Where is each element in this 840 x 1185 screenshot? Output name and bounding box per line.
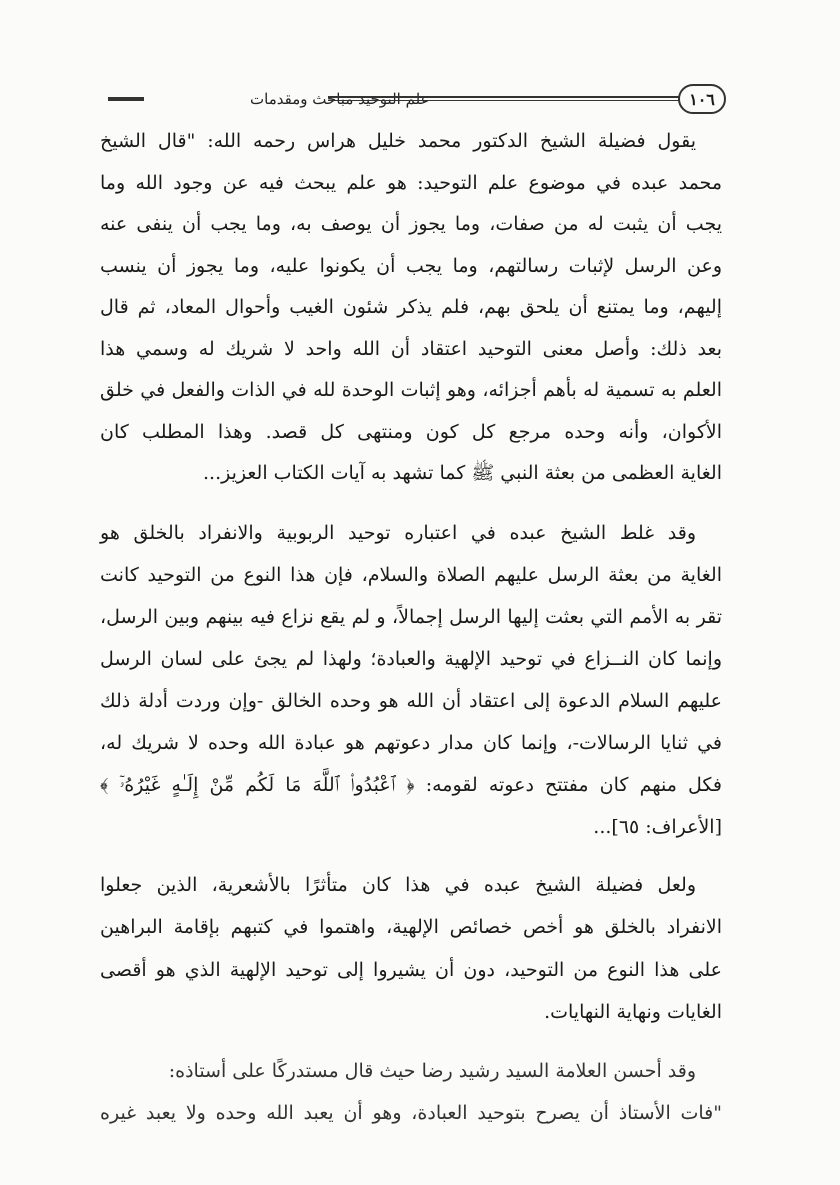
text-line: إليهم، وما يمتنع أن يلحق بهم، فلم يذكر شئون الغيب وأحوال المعاد، ثم قال — [100, 296, 722, 318]
text-line: تقر به الأمم التي بعثت إليها الرسل إجمالاً، و لم يقع نزاع فيه بينهم وبين الرسل، — [100, 605, 722, 628]
running-header-title: علم التوحيد مباحث ومقدمات — [250, 90, 430, 108]
text-line: الأكوان، وأنه وحده مرجع كل كون ومنتهى كل قصد. وهذا المطلب كان — [100, 420, 722, 443]
running-header — [100, 84, 728, 118]
text-line: بعد ذلك: وأصل معنى التوحيد اعتقاد أن الله واحد لا شريك له وسمي هذا — [100, 337, 722, 360]
text-line: عليهم السلام الدعوة إلى اعتقاد أن الله هو وحده الخالق -وإن وردت أدلة ذلك — [100, 689, 722, 712]
text-line: يجب أن يثبت له من صفات، وما يجوز أن يوصف به، وما يجب أن ينفى عنه — [100, 213, 722, 235]
page-number: ١٠٦ — [678, 84, 726, 114]
text-line: ولعل فضيلة الشيخ عبده في هذا كان متأثرًا بالأشعرية، الذين جعلوا — [100, 873, 696, 896]
text-line: وعن الرسل لإثبات رسالتهم، وما يجب أن يكونوا عليه، وما يجوز أن ينسب — [100, 254, 722, 277]
paragraph-1 — [100, 126, 722, 500]
text-line: على هذا النوع من التوحيد، دون أن يشيروا إلى توحيد الإلهية الذي هو أقصى — [100, 958, 722, 981]
text-line: "فات الأستاذ أن يصرح بتوحيد العبادة، وهو أن يعبد الله وحده ولا يعبد غيره — [100, 1101, 722, 1124]
text-line: الغاية من بعثة الرسل عليهم الصلاة والسلام، فإن هذا النوع من التوحيد كانت — [100, 563, 722, 586]
paragraph-4 — [100, 1056, 722, 1140]
quran-verse-line: فكل منهم كان مفتتح دعوته لقومه: ﴿ ٱعْبُدُوا۟ ٱللَّهَ مَا لَكُم مِّنْ إِلَـٰهٍ غَيْرُهُۥٓ ﴾ — [100, 773, 722, 796]
header-rule — [328, 96, 680, 101]
text-line: في ثنايا الرسالات-، وإنما كان مدار دعوتهم هو عبادة الله وحده لا شريك له، — [100, 731, 722, 754]
text-line: محمد عبده في موضوع علم التوحيد: هو علم يبحث فيه عن وجود الله وما — [100, 171, 722, 194]
body-text — [100, 126, 722, 1140]
text-line: يقول فضيلة الشيخ الدكتور محمد خليل هراس رحمه الله: "قال الشيخ — [100, 130, 696, 152]
text-line: وقد أحسن العلامة السيد رشيد رضا حيث قال مستدركًا على أستاذه: — [168, 1059, 696, 1082]
text-line: الانفراد بالخلق هو أخص خصائص الإلهية، واهتموا في كتبهم بإقامة البراهين — [100, 916, 722, 938]
text-line: الغاية العظمى من بعثة النبي ﷺ كما تشهد به آيات الكتاب العزيز... — [203, 462, 722, 484]
text-line: وقد غلط الشيخ عبده في اعتباره توحيد الربوبية والانفراد بالخلق هو — [100, 521, 696, 544]
paragraph-2 — [100, 518, 722, 854]
citation-line: [الأعراف: ٦٥]... — [593, 815, 722, 838]
text-line: الغايات ونهاية النهايات. — [544, 1001, 722, 1023]
text-line: وإنما كان النــزاع في توحيد الإلهية والعبادة؛ ولهذا لم يجئ على لسان الرسل — [100, 647, 722, 670]
text-line: العلم به تسمية له بأهم أجزائه، وهو إثبات الوحدة لله في الذات والفعل في خلق — [100, 379, 722, 401]
header-ornament-dash — [108, 97, 144, 101]
paragraph-3 — [100, 870, 722, 1040]
